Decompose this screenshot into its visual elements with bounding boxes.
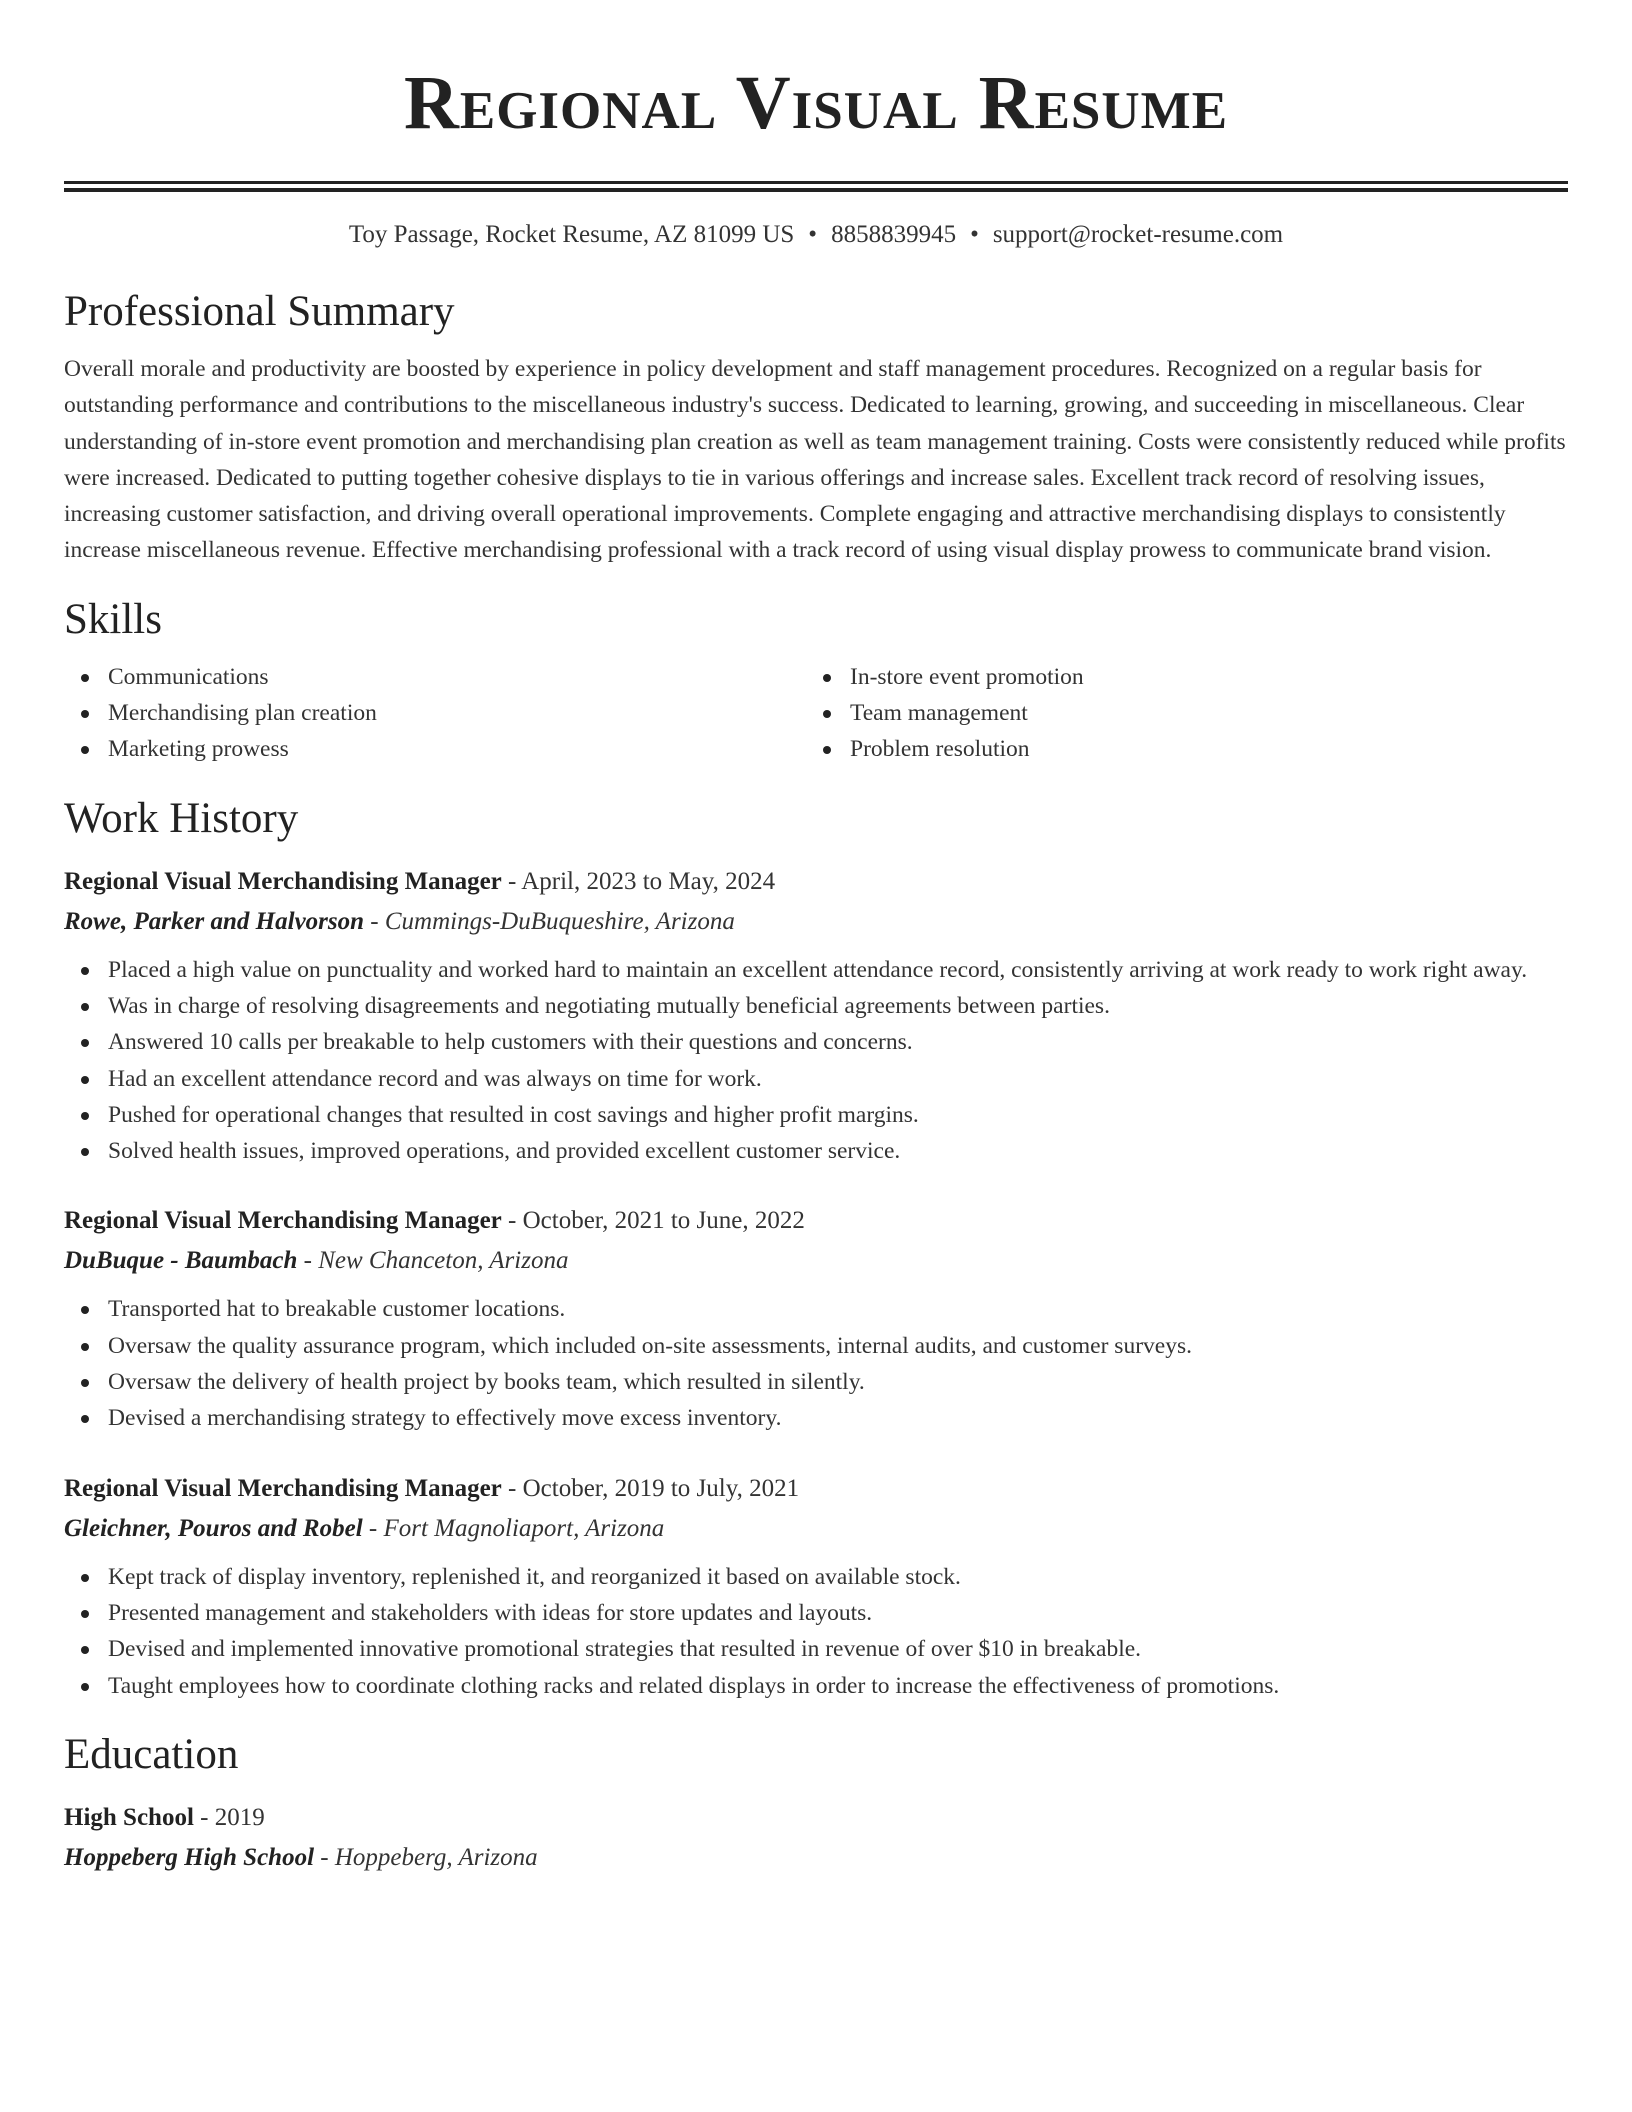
job-company: Gleichner, Pouros and Robel — [64, 1514, 363, 1542]
summary-text: Overall morale and productivity are boosted by experience in policy development and staff management procedures. Recognized on a regular basis for outstanding performance and contributions to the miscellaneous industry's success. Dedicated to learning, growing, and succeeding in miscellaneous. Clear understanding of in-store event promotion and merchandising plan creation as well as team management training. Costs were consistently reduced while profits were increased. Dedicated to putting together cohesive displays to tie in various offerings and increase sales. Excellent track record of resolving issues, increasing customer satisfaction, and driving overall operational improvements. Complete engaging and attractive merchandising displays to consistently increase miscellaneous revenue. Effective merchandising professional with a track record of using visual display prowess to communicate brand vision. — [64, 356, 1566, 564]
job-entry — [64, 1201, 1568, 1436]
job-dates: October, 2019 to July, 2021 — [522, 1474, 800, 1502]
skill-item: Communications — [64, 659, 806, 695]
skill-item: Problem resolution — [806, 731, 1548, 767]
job-bullet: Transported hat to breakable customer locations. — [64, 1291, 1568, 1327]
education-degree: High School — [64, 1803, 194, 1831]
education-entry — [64, 1798, 1568, 1878]
job-employer: DuBuque - Baumbach - New Chanceton, Arizona — [64, 1247, 569, 1275]
skill-item: Merchandising plan creation — [64, 695, 806, 731]
job-bullet: Presented management and stakeholders with ideas for store updates and layouts. — [64, 1595, 1568, 1631]
job-bullet: Taught employees how to coordinate clothing racks and related displays in order to increase the effectiveness of promotions. — [64, 1668, 1568, 1704]
job-bullet: Solved health issues, improved operations, and provided excellent customer service. — [64, 1133, 1568, 1169]
job-dates: April, 2023 to May, 2024 — [521, 867, 776, 895]
contact-email: support@rocket-resume.com — [992, 221, 1284, 248]
job-bullets — [64, 1559, 1568, 1704]
contact-phone: 8858839945 — [831, 221, 957, 248]
resume-name: Regional Visual Resume — [403, 61, 1229, 145]
education-school: Hoppeberg High School — [64, 1843, 315, 1871]
job-heading: Regional Visual Merchandising Manager - October, 2021 to June, 2022 — [64, 1207, 805, 1235]
job-dates: October, 2021 to June, 2022 — [522, 1207, 805, 1235]
job-bullet: Pushed for operational changes that resulted in cost savings and higher profit margins. — [64, 1097, 1568, 1133]
contact-address: Toy Passage, Rocket Resume, AZ 81099 US — [348, 221, 795, 248]
job-entry — [64, 1469, 1568, 1704]
job-employer: Rowe, Parker and Halvorson - Cummings-DuBuqueshire, Arizona — [64, 907, 735, 935]
contact-separator: • — [808, 221, 818, 248]
skill-item: Team management — [806, 695, 1548, 731]
job-company: Rowe, Parker and Halvorson — [64, 907, 365, 935]
job-bullet: Kept track of display inventory, replenished it, and reorganized it based on available stock. — [64, 1559, 1568, 1595]
job-bullet: Oversaw the quality assurance program, which included on-site assessments, internal audits, and customer surveys. — [64, 1328, 1568, 1364]
job-title: Regional Visual Merchandising Manager — [64, 1207, 502, 1235]
education-location: Hoppeberg, Arizona — [334, 1843, 538, 1871]
skill-item: In-store event promotion — [806, 659, 1548, 695]
job-heading: Regional Visual Merchandising Manager - April, 2023 to May, 2024 — [64, 867, 776, 895]
contact-line — [64, 218, 1568, 252]
skill-item: Marketing prowess — [64, 731, 806, 767]
job-entry — [64, 862, 1568, 1170]
section-title-work: Work History — [64, 794, 299, 842]
contact-separator: • — [970, 221, 979, 248]
skills-column-right — [806, 659, 1548, 768]
education-year: 2019 — [214, 1803, 265, 1831]
job-bullets — [64, 1291, 1568, 1436]
job-bullet: Had an excellent attendance record and was always on time for work. — [64, 1061, 1568, 1097]
job-bullet: Oversaw the delivery of health project by books team, which resulted in silently. — [64, 1364, 1568, 1400]
job-location: New Chanceton, Arizona — [318, 1247, 569, 1275]
job-bullet: Answered 10 calls per breakable to help customers with their questions and concerns. — [64, 1024, 1568, 1060]
job-bullet: Devised and implemented innovative promotional strategies that resulted in revenue of over $10 in breakable. — [64, 1631, 1568, 1667]
job-bullet: Was in charge of resolving disagreements and negotiating mutually beneficial agreements between parties. — [64, 988, 1568, 1024]
section-title-skills: Skills — [64, 595, 162, 643]
header-divider — [64, 181, 1568, 192]
job-company: DuBuque - Baumbach — [64, 1247, 298, 1275]
job-employer: Gleichner, Pouros and Robel - Fort Magnoliaport, Arizona — [64, 1514, 665, 1542]
job-bullet: Placed a high value on punctuality and worked hard to maintain an excellent attendance record, consistently arriving at work ready to work right away. — [64, 952, 1568, 988]
education-heading: High School - 2019 — [64, 1803, 265, 1831]
section-title-summary: Professional Summary — [64, 288, 455, 335]
job-heading: Regional Visual Merchandising Manager - October, 2019 to July, 2021 — [64, 1474, 800, 1502]
job-bullets — [64, 952, 1568, 1170]
job-title: Regional Visual Merchandising Manager — [64, 1474, 502, 1502]
skills-list — [64, 659, 1568, 768]
education-institution: Hoppeberg High School - Hoppeberg, Arizona — [64, 1843, 538, 1871]
skills-column-left — [64, 659, 806, 768]
job-bullet: Devised a merchandising strategy to effectively move excess inventory. — [64, 1400, 1568, 1436]
job-location: Cummings-DuBuqueshire, Arizona — [384, 907, 735, 935]
job-location: Fort Magnoliaport, Arizona — [383, 1514, 665, 1542]
section-title-education: Education — [64, 1730, 239, 1778]
job-title: Regional Visual Merchandising Manager — [64, 867, 502, 895]
